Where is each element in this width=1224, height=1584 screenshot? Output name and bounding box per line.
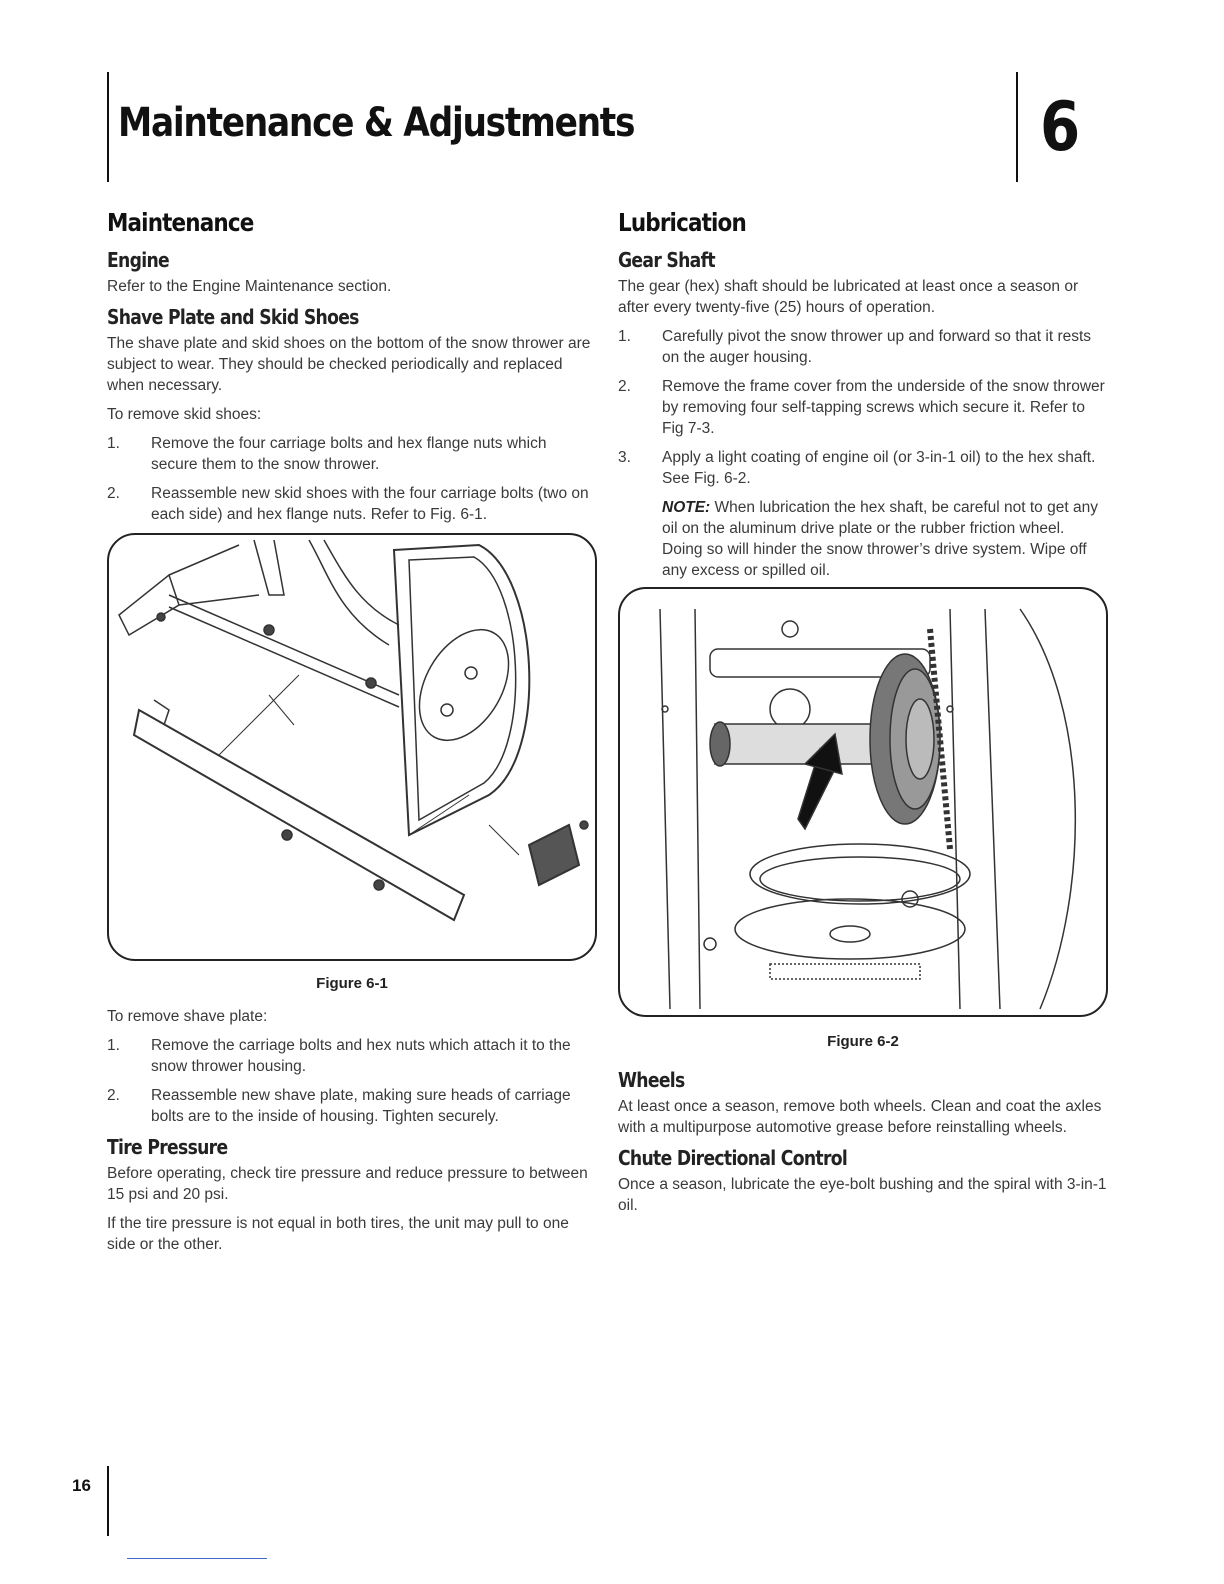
list-item: 2. Reassemble new skid shoes with the four carriage bolts (two on each side) and hex flange nuts. Refer to Fig. 6-1. (107, 485, 589, 523)
engine-text: Refer to the Engine Maintenance section. (107, 278, 392, 295)
skid-intro: To remove skid shoes: (107, 406, 262, 423)
figure-6-1-illustration (107, 533, 597, 961)
lubrication-heading: Lubrication (618, 208, 746, 237)
maintenance-heading: Maintenance (107, 208, 254, 237)
tire-pressure-heading: Tire Pressure (107, 1135, 228, 1159)
list-item: 1. Carefully pivot the snow thrower up and forward so that it rests on the auger housing. (618, 328, 1092, 366)
list-item: 1. Remove the carriage bolts and hex nuts which attach it to the snow thrower housing. (107, 1037, 571, 1075)
figure-6-2-caption: Figure 6-2 (827, 1033, 899, 1050)
skid-shoe-diagram (109, 535, 597, 961)
chapter-title: Maintenance & Adjustments (118, 100, 635, 146)
list-item: 2. Remove the frame cover from the underside of the snow thrower by removing four self-tapping screws which secure it. Refer to Fig 7-3. (618, 378, 1105, 437)
chute-control-heading: Chute Directional Control (618, 1146, 848, 1170)
tire-pressure-text-2: If the tire pressure is not equal in both tires, the unit may pull to one side or the other. (107, 1215, 569, 1253)
left-column (107, 208, 597, 1263)
page-number: 16 (72, 1476, 91, 1495)
figure-6-1-caption: Figure 6-1 (316, 975, 388, 992)
wheels-text: At least once a season, remove both wheels. Clean and coat the axles with a multipurpose automotive grease before reinstalling wheels. (618, 1098, 1102, 1136)
gear-shaft-text: The gear (hex) shaft should be lubricated at least once a season or after every twenty-five (25) hours of operation. (618, 278, 1079, 316)
list-item: 2. Reassemble new shave plate, making sure heads of carriage bolts are to the inside of housing. Tighten securely. (107, 1087, 571, 1125)
gear-shaft-heading: Gear Shaft (618, 248, 715, 272)
footer-rule (107, 1466, 109, 1536)
gear-shaft-steps (618, 326, 1108, 489)
shave-plate-text: The shave plate and skid shoes on the bottom of the snow thrower are subject to wear. They should be checked periodically and replaced when necessary. (107, 335, 591, 394)
note-text: When lubrication the hex shaft, be careful not to get any oil on the aluminum drive plate or the rubber friction wheel. Doing so will hinder the snow thrower’s drive system. Wipe off any excess or spilled oil. (662, 499, 1098, 579)
note-label: NOTE: (662, 499, 711, 516)
bottom-link-line (127, 1558, 267, 1559)
shave-plate-intro: To remove shave plate: (107, 1008, 268, 1025)
tire-pressure-text-1: Before operating, check tire pressure and reduce pressure to between 15 psi and 20 psi. (107, 1165, 588, 1203)
list-item: 3. Apply a light coating of engine oil (or 3-in-1 oil) to the hex shaft. See Fig. 6-2. (618, 449, 1096, 487)
figure-6-2-illustration (618, 587, 1108, 1017)
note-paragraph (618, 497, 1108, 581)
shave-plate-heading: Shave Plate and Skid Shoes (107, 305, 359, 329)
engine-heading: Engine (107, 248, 169, 272)
right-column (618, 208, 1108, 1224)
chute-control-text: Once a season, lubricate the eye-bolt bushing and the spiral with 3-in-1 oil. (618, 1176, 1107, 1214)
chapter-number: 6 (1040, 88, 1081, 167)
list-item: 1. Remove the four carriage bolts and hex flange nuts which secure them to the snow thrower. (107, 435, 547, 473)
gear-shaft-diagram (620, 589, 1108, 1017)
wheels-heading: Wheels (618, 1068, 685, 1092)
shave-plate-steps (107, 1035, 597, 1127)
header-rule-right (1016, 72, 1018, 182)
skid-steps (107, 433, 597, 525)
header-rule-left (107, 72, 109, 182)
